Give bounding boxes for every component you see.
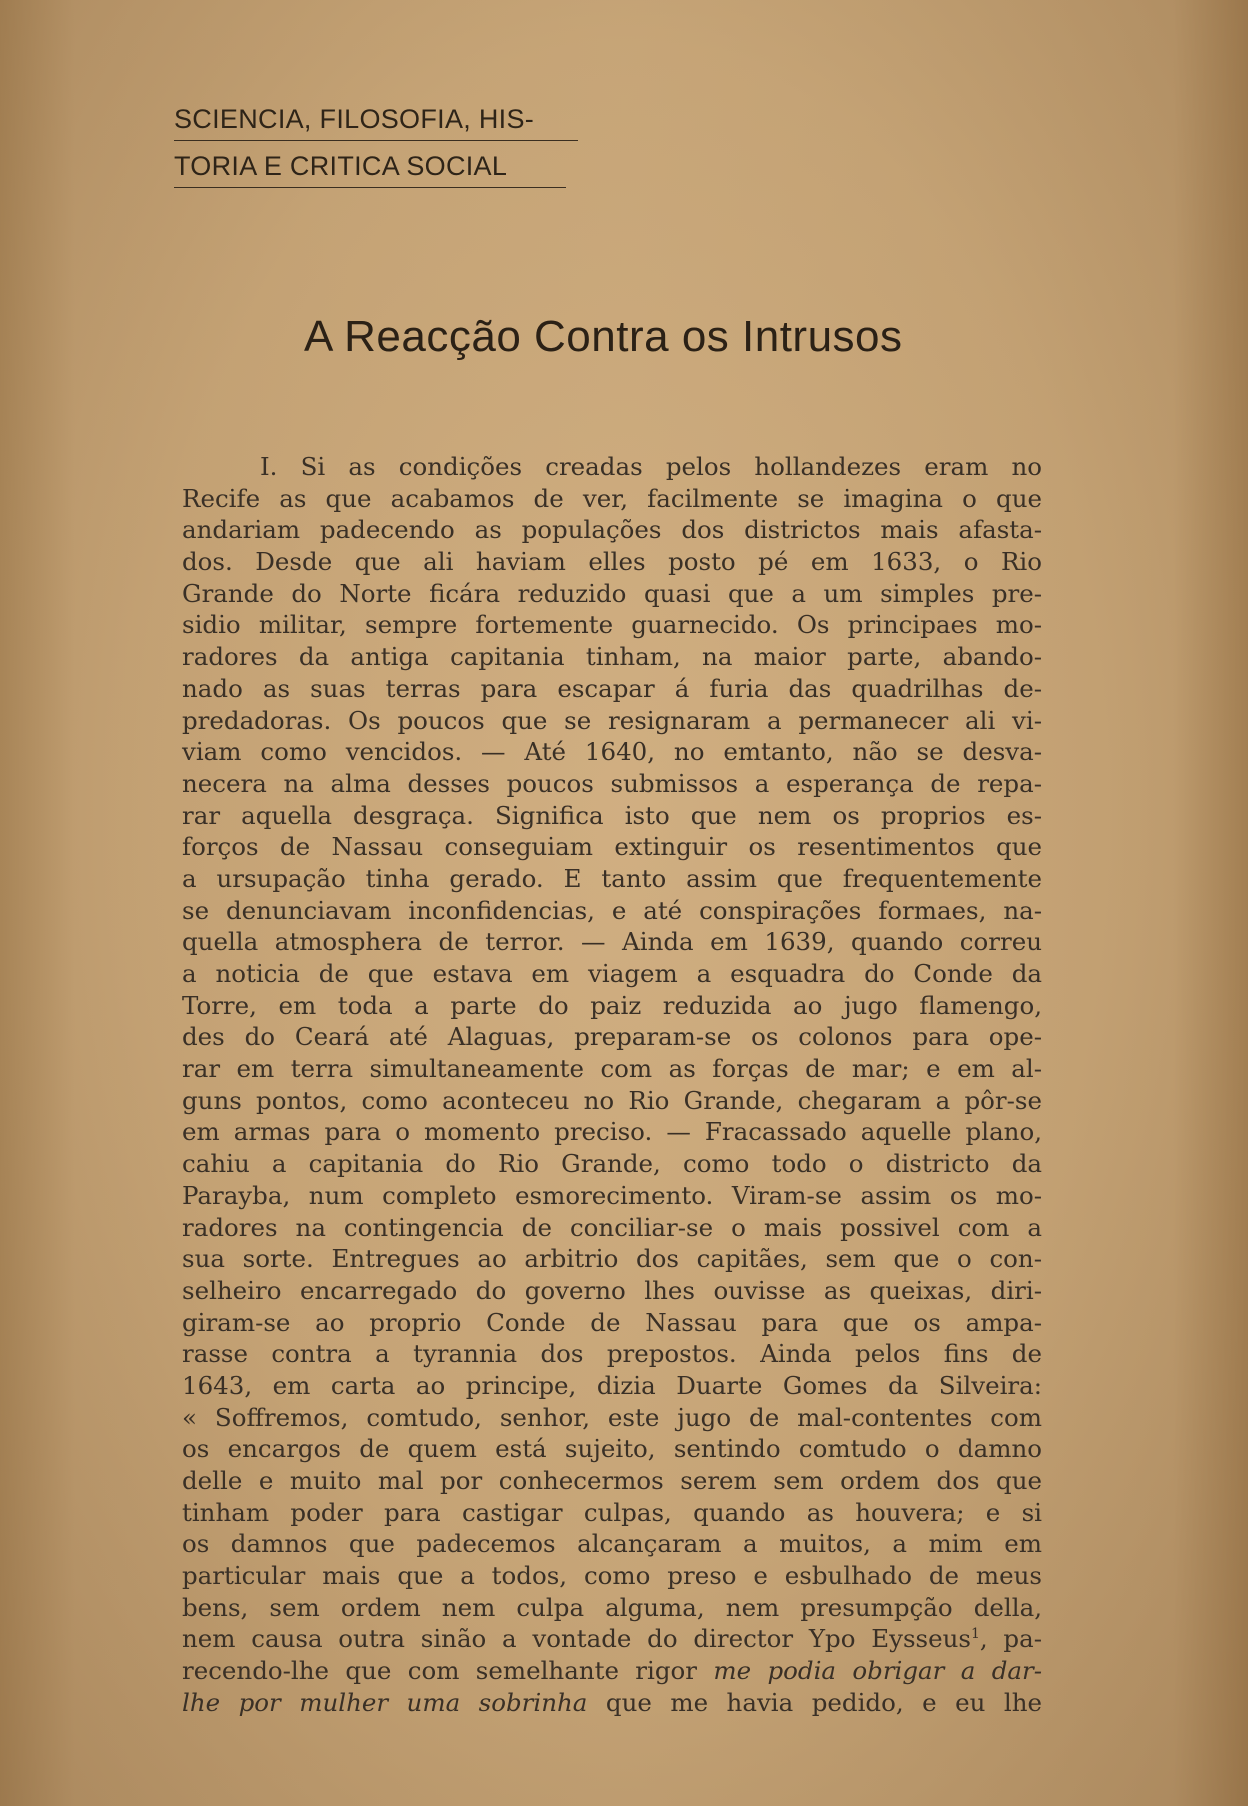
body-line: a noticia de que estava em viagem a esquadra do Conde da	[182, 959, 1042, 988]
body-line-text: recendo-lhe que com semelhante rigor	[182, 1656, 697, 1686]
section-header-line-1: SCIENCIA, FILOSOFIA, HIS-	[174, 100, 578, 141]
body-line-mixed	[182, 1687, 1042, 1719]
body-line: se denunciavam inconfidencias, e até conspirações formaes, na-	[182, 895, 1042, 925]
body-line: quella atmosphera de terror. — Ainda em 1639, quando correu	[182, 927, 1042, 957]
body-line: forços de Nassau conseguiam extinguir os resentimentos que	[182, 832, 1042, 862]
body-line-mixed	[182, 1655, 1042, 1687]
body-line: rasse contra a tyrannia dos prepostos. Ainda pelos fins de	[182, 1339, 1042, 1369]
body-line: rar aquella desgraça. Significa isto que nem os proprios es-	[182, 800, 1042, 830]
body-line: Recife as que acabamos de ver, facilmente se imagina o que	[182, 483, 1042, 513]
body-line: sua sorte. Entregues ao arbitrio dos capitães, sem que o con-	[182, 1244, 1042, 1274]
body-line: radores na contingencia de conciliar-se o mais possivel com a	[182, 1212, 1042, 1242]
body-line: particular mais que a todos, como preso e esbulhado de meus	[182, 1561, 1042, 1591]
body-line: necera na alma desses poucos submissos a esperança de repa-	[182, 768, 1042, 798]
body-line: bens, sem ordem nem culpa alguma, nem presumpção della,	[182, 1592, 1042, 1622]
body-line: andariam padecendo as populações dos districtos mais afasta-	[182, 515, 1042, 545]
body-line: giram-se ao proprio Conde de Nassau para que os ampa-	[182, 1307, 1042, 1337]
body-line: Torre, em toda a parte do paiz reduzida ao jugo flamengo,	[182, 990, 1042, 1020]
body-line: Parayba, num completo esmorecimento. Viram-se assim os mo-	[182, 1180, 1042, 1210]
body-line: rar em terra simultaneamente com as forças de mar; e em al-	[182, 1054, 1042, 1084]
body-line: 1643, em carta ao principe, dizia Duarte Gomes da Silveira:	[182, 1370, 1042, 1400]
body-line-suffix: que me havia pedido, e eu lhe	[605, 1687, 1042, 1717]
body-line-suffix: , pa-	[979, 1624, 1042, 1654]
article-body	[182, 451, 1042, 1719]
body-line: guns pontos, como aconteceu no Rio Grande, chegaram a pôr-se	[182, 1085, 1042, 1115]
body-line: Grande do Norte ficára reduzido quasi que a um simples pre-	[182, 578, 1042, 608]
italic-quote: lhe por mulher uma sobrinha	[182, 1687, 588, 1717]
body-line: radores da antiga capitania tinham, na maior parte, abando-	[182, 642, 1042, 672]
body-line: tinham poder para castigar culpas, quando as houvera; e si	[182, 1497, 1042, 1527]
body-line: a ursupação tinha gerado. E tanto assim que frequentemente	[182, 863, 1042, 893]
section-header	[174, 100, 578, 194]
italic-quote: me podia obrigar a dar-	[713, 1656, 1042, 1686]
body-line: delle e muito mal por conhecermos serem sem ordem dos que	[182, 1466, 1042, 1495]
body-line: predadoras. Os poucos que se resignaram a permanecer ali vi-	[182, 705, 1042, 735]
body-line: nado as suas terras para escapar á furia das quadrilhas de-	[182, 673, 1042, 703]
body-line: « Soffremos, comtudo, senhor, este jugo de mal-contentes com	[182, 1402, 1042, 1432]
body-line: cahiu a capitania do Rio Grande, como todo o districto da	[182, 1149, 1042, 1179]
body-line: I. Si as condições creadas pelos hollandezes eram no	[260, 452, 1042, 481]
article-title: A Reacção Contra os Intrusos	[304, 312, 903, 361]
body-line: viam como vencidos. — Até 1640, no emtanto, não se desva-	[182, 737, 1042, 767]
section-header-line-2: TORIA E CRITICA SOCIAL	[174, 147, 566, 188]
body-line: em armas para o momento preciso. — Fracassado aquelle plano,	[182, 1117, 1042, 1147]
footnote-mark: 1	[970, 1626, 980, 1643]
body-line-with-footnote	[182, 1623, 1042, 1655]
body-line: selheiro encarregado do governo lhes ouvisse as queixas, diri-	[182, 1275, 1042, 1305]
body-line: des do Ceará até Alaguas, preparam-se os colonos para ope-	[182, 1022, 1042, 1052]
body-line: dos. Desde que ali haviam elles posto pé em 1633, o Rio	[182, 547, 1042, 577]
body-line: sidio militar, sempre fortemente guarnecido. Os principaes mo-	[182, 610, 1042, 640]
body-line-text: nem causa outra sinão a vontade do director Ypo Eysseus	[182, 1624, 971, 1654]
body-line: os damnos que padecemos alcançaram a muitos, a mim em	[182, 1529, 1042, 1559]
body-line: os encargos de quem está sujeito, sentindo comtudo o damno	[182, 1434, 1042, 1464]
